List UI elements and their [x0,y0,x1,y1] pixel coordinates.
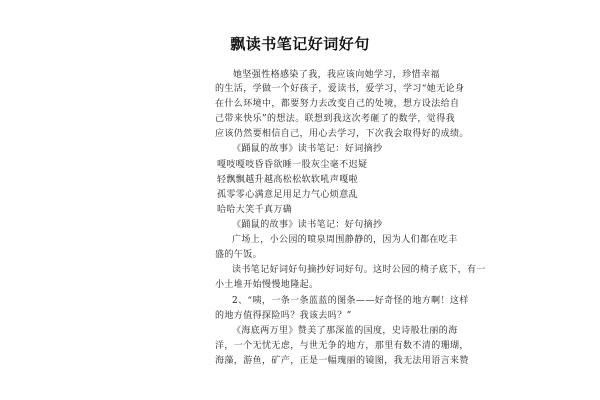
text-line: 己带来快乐”的想法。联想到我这次考砸了的数学，觉得我 [215,114,456,124]
text-line: 应该仍然要相信自己，用心去学习，下次我会取得好的成绩。 [215,129,469,139]
text-line: 海藻，游鱼，矿产，正是一幅瑰丽的镜图，我无法用语言来赞 [215,356,469,366]
text-line: 轻飘飘越升越高松松软软吼声嘎啦 [217,175,359,185]
text-line: 嘎吱嘎吱昏昏欲睡一股灰尘毫不迟疑 [217,160,368,170]
text-line: 她坚强性格感染了我，我应该向她学习，珍惜幸福 [233,70,440,80]
text-line: 在什么环境中，都要努力去改变自己的处境，想方设法给自 [215,99,460,109]
text-line: 的地方值得探险吗？我该去吗？” [215,311,352,321]
text-line: 读书笔记好词好句摘抄好词好句。这时公园的椅子底下，有一 [232,265,486,275]
text-line: 洋，一个无忧无虑，与世无争的地方，那里有数不清的珊瑚， [215,341,469,351]
text-line: 《海底两万里》赞美了那深蓝的国度，史诗般壮丽的海 [232,326,458,336]
text-line: 哈哈大笑千真万确 [217,205,293,215]
text-line: 广场上，小公园的喷泉周围静静的，因为人们都在吃丰 [232,235,458,245]
text-line: 《踊鼠的故事》读书笔记：好句摘抄 [232,220,383,230]
text-line: 孤零零心满意足用足力气心烦意乱 [217,190,359,200]
document-title: 飘读书笔记好词好句 [230,35,370,53]
text-line: 《踊鼠的故事》读书笔记：好词摘抄 [232,144,383,154]
text-line: 的生活，学做一个好孩子，爱读书，爱学习，学习“她无论身 [215,84,465,94]
text-line: 2、“咦，一条一条蓝蓝的图条——好奇怪的地方啊！这样 [232,296,469,306]
text-line: 小土堆开始慢慢地隆起。 [215,280,319,290]
text-line: 盛的午饭。 [215,250,263,260]
